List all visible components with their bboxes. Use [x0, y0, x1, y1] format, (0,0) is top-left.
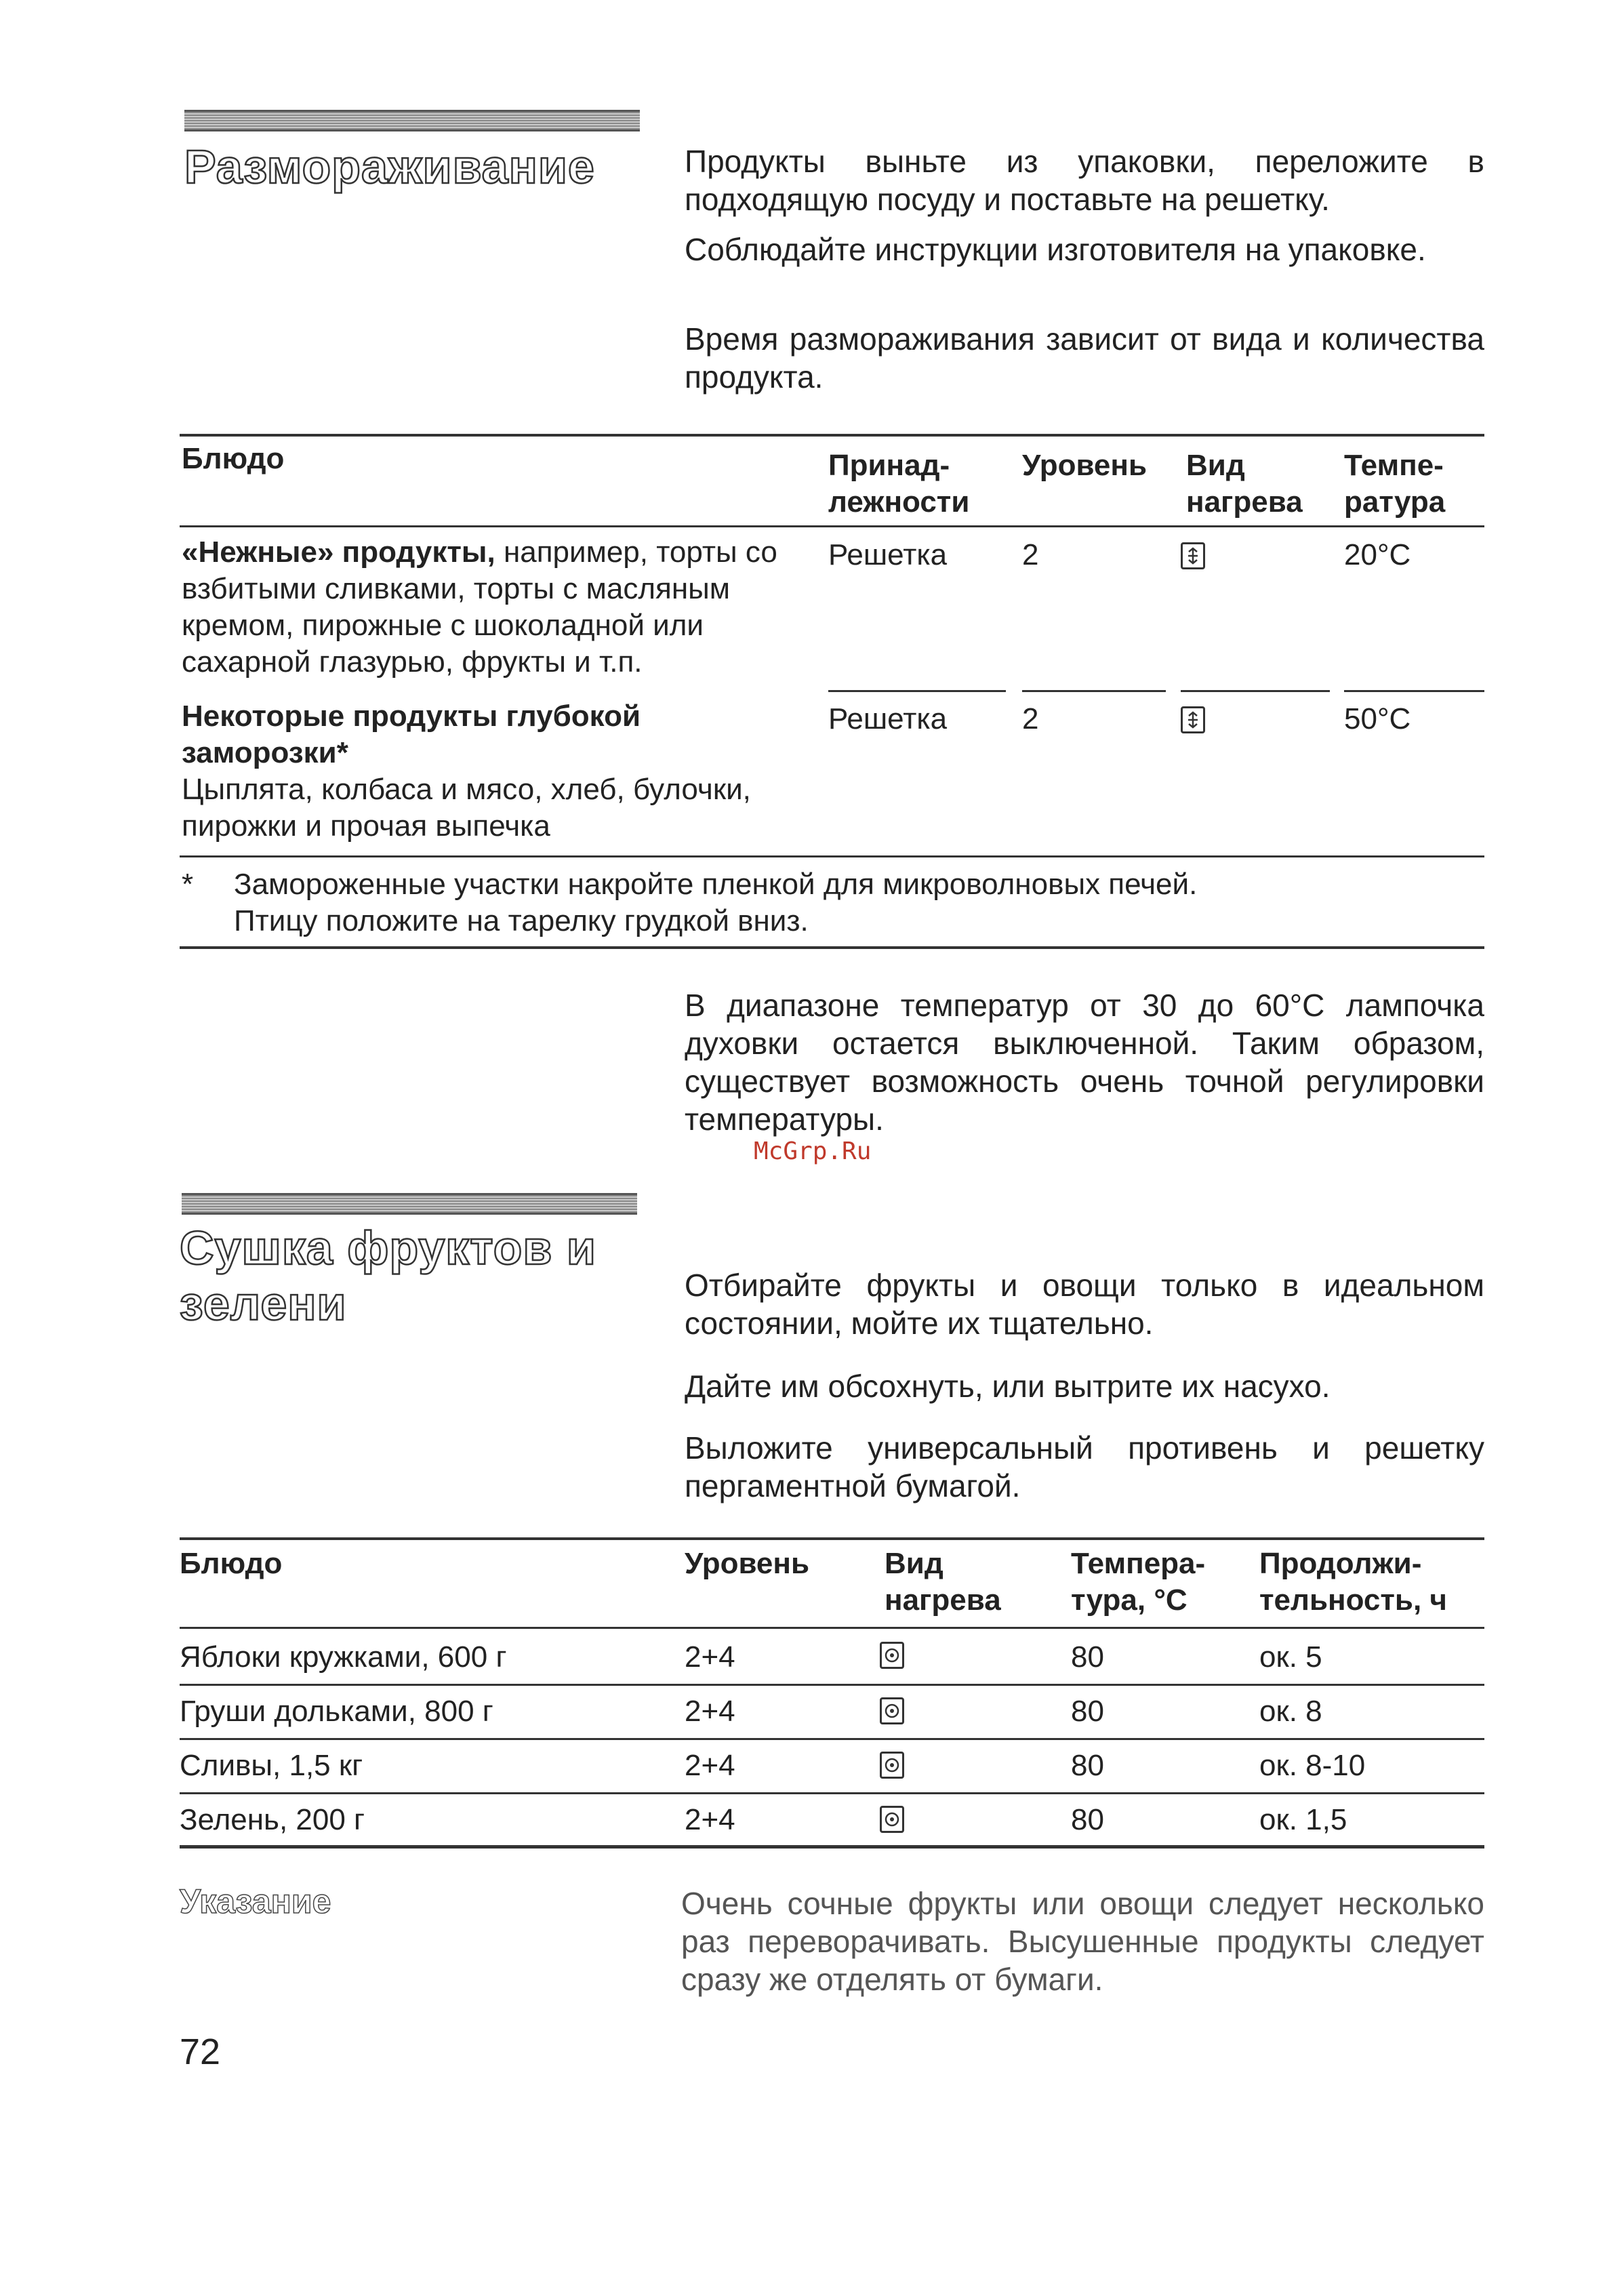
defrost-icon — [1181, 706, 1205, 733]
thaw-row-2-rule — [180, 855, 1484, 857]
dry-row-3-rule — [180, 1792, 1484, 1794]
dry-header-heat: Вид нагрева — [885, 1547, 1001, 1617]
dry-row-1-rule — [180, 1684, 1484, 1686]
section-bar-thaw — [184, 110, 640, 132]
dry-row-3-temp: 80 — [1071, 1749, 1104, 1782]
dry-row-3-dish: Сливы, 1,5 кг — [180, 1749, 363, 1782]
defrost-icon — [1181, 542, 1205, 569]
dry-row-2-dish: Груши дольками, 800 г — [180, 1695, 493, 1728]
thaw-row-1-dish-text: например, торты со взбитыми сливками, торты с масляным кремом, пирожные с шоколадной или сахарной глазурью, фрукты и т.п. — [182, 536, 777, 679]
thaw-paragraph-1: Продукты выньте из упаковки, переложите в подходящую посуду и поставьте на решетку. — [685, 144, 1484, 217]
dry-header-temp: Темпера- тура, °C — [1071, 1547, 1206, 1617]
dry-row-1-level: 2+4 — [685, 1640, 735, 1674]
thaw-row-2-dish — [182, 698, 765, 845]
dry-paragraph-3: Выложите универсальный противень и решетку пергаментной бумагой. — [685, 1430, 1484, 1503]
dry-header-rule — [180, 1627, 1484, 1629]
hot-air-icon — [880, 1697, 904, 1724]
thaw-row-2-dish-text: Цыплята, колбаса и мясо, хлеб, булочки, пирожки и прочая выпечка — [182, 773, 751, 843]
dry-row-2-rule — [180, 1738, 1484, 1740]
thaw-row-2-temp: 50°C — [1344, 702, 1411, 735]
thaw-row-1-rule-accessory — [828, 690, 1006, 692]
dry-row-4-temp: 80 — [1071, 1803, 1104, 1836]
dry-table-top-rule — [180, 1537, 1484, 1540]
thaw-paragraph-2: Соблюдайте инструкции изготовителя на упаковке. — [685, 232, 1426, 267]
thaw-header-dish: Блюдо — [182, 442, 285, 475]
dry-row-2-temp: 80 — [1071, 1695, 1104, 1728]
thaw-row-1-level: 2 — [1022, 538, 1039, 571]
thaw-table-top-rule — [180, 434, 1484, 437]
section-heading-thaw: Размораживание — [184, 140, 595, 193]
section-bar-dry — [182, 1193, 637, 1215]
thaw-header-temp: Темпе- ратура — [1344, 449, 1446, 519]
hot-air-icon — [880, 1752, 904, 1779]
dry-paragraph-2: Дайте им обсохнуть, или вытрите их насухо. — [685, 1369, 1331, 1404]
hot-air-icon — [880, 1642, 904, 1669]
thaw-header-heat: Вид нагрева — [1186, 449, 1303, 519]
thaw-row-2-accessory: Решетка — [828, 702, 948, 735]
thaw-row-1-accessory: Решетка — [828, 538, 948, 571]
dry-row-2-duration: ок. 8 — [1259, 1695, 1322, 1728]
thaw-row-1-temp: 20°C — [1344, 538, 1411, 571]
dry-row-4-dish: Зелень, 200 г — [180, 1803, 365, 1836]
dry-row-1-dish: Яблоки кружками, 600 г — [180, 1640, 507, 1674]
thaw-row-2-dish-bold: Некоторые продукты глубокой заморозки* — [182, 700, 641, 769]
dry-row-1-temp: 80 — [1071, 1640, 1104, 1674]
thaw-lamp-note: В диапазоне температур от 30 до 60°C лампочка духовки остается выключенной. Таким образом, существует возможность очень точной регулировки температуры. — [685, 988, 1484, 1137]
page-number: 72 — [180, 2032, 221, 2072]
dry-header-dish: Блюдо — [180, 1547, 283, 1580]
hot-air-icon — [880, 1806, 904, 1833]
dry-paragraph-1: Отбирайте фрукты и овощи только в идеальном состоянии, мойте их тщательно. — [685, 1268, 1484, 1341]
dry-row-4-duration: ок. 1,5 — [1259, 1803, 1347, 1836]
dry-row-3-duration: ок. 8-10 — [1259, 1749, 1366, 1782]
dry-row-3-level: 2+4 — [685, 1749, 735, 1782]
thaw-table-bottom-rule — [180, 946, 1484, 949]
watermark: McGrp.Ru — [754, 1137, 872, 1165]
dry-header-duration: Продолжи- тельность, ч — [1259, 1547, 1447, 1617]
dry-row-2-level: 2+4 — [685, 1695, 735, 1728]
dry-row-1-duration: ок. 5 — [1259, 1640, 1322, 1674]
thaw-row-1-dish-bold: «Нежные» продукты, — [182, 536, 495, 569]
thaw-row-1-rule-level — [1022, 690, 1166, 692]
thaw-header-level: Уровень — [1022, 449, 1148, 482]
thaw-header-rule — [180, 525, 1484, 527]
hint-text: Очень сочные фрукты или овощи следует несколько раз переворачивать. Высушенные продукты следует сразу же отделять от бумаги. — [681, 1886, 1484, 1997]
hint-label: Указание — [180, 1882, 331, 1920]
dry-row-4-level: 2+4 — [685, 1803, 735, 1836]
thaw-row-1-rule-temp — [1344, 690, 1484, 692]
thaw-row-1-dish — [182, 534, 805, 681]
dry-table-bottom-rule — [180, 1845, 1484, 1848]
section-heading-dry: Сушка фруктов и зелени — [180, 1221, 596, 1330]
dry-header-level: Уровень — [685, 1547, 810, 1580]
thaw-row-1-rule-heat — [1181, 690, 1330, 692]
thaw-row-2-level: 2 — [1022, 702, 1039, 735]
thaw-footnote-mark: * — [182, 868, 194, 901]
thaw-paragraph-3: Время размораживания зависит от вида и количества продукта. — [685, 321, 1484, 395]
thaw-footnote: Замороженные участки накройте пленкой для микроволновых печей. Птицу положите на тарелку грудкой вниз. — [234, 868, 1198, 937]
thaw-header-accessory: Принад- лежности — [828, 449, 970, 519]
